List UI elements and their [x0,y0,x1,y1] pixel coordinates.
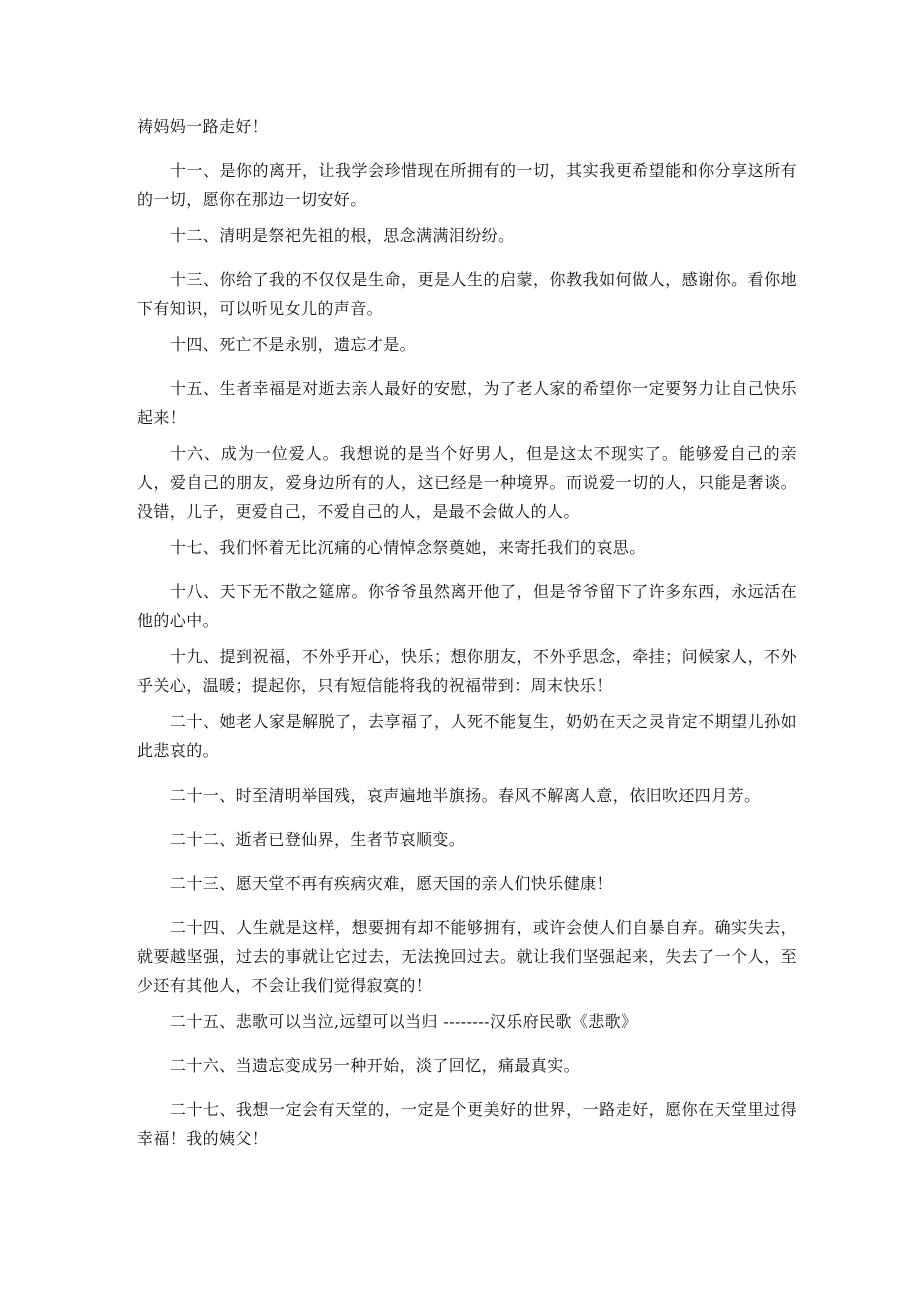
paragraph-24: 二十四、人生就是这样，想要拥有却不能够拥有，或许会使人们自暴自弃。确实失去，就要越坚强，过去的事就让它过去，无法挽回过去。就让我们坚强起来，失去了一个人，至少还有其他人，不会让我们觉得寂寞的！ [137,918,797,995]
paragraph-23: 二十三、愿天堂不再有疾病灾难，愿天国的亲人们快乐健康！ [170,874,613,893]
paragraph-18: 十八、天下无不散之筵席。你爷爷虽然离开他了，但是爷爷留下了许多东西，永远活在他的心中。 [137,582,797,630]
paragraph-20: 二十、她老人家是解脱了，去享福了，人死不能复生，奶奶在天之灵肯定不期望儿孙如此悲哀的。 [137,712,797,760]
paragraph-21: 二十一、时至清明举国残，哀声遍地半旗扬。春风不解离人意，依旧吹还四月芳。 [170,786,761,805]
paragraph-continuation: 祷妈妈一路走好！ [137,117,269,136]
paragraph-11: 十一、是你的离开，让我学会珍惜现在所拥有的一切，其实我更希望能和你分享这所有的一切，愿你在那边一切安好。 [137,161,797,209]
paragraph-27: 二十七、我想一定会有天堂的，一定是个更美好的世界，一路走好，愿你在天堂里过得幸福！我的姨父！ [137,1100,797,1148]
paragraph-15: 十五、生者幸福是对逝去亲人最好的安慰，为了老人家的希望你一定要努力让自己快乐起来！ [137,379,797,427]
paragraph-26: 二十六、当遗忘变成另一种开始，淡了回忆，痛最真实。 [170,1056,581,1075]
paragraph-25: 二十五、悲歌可以当泣,远望可以当归 --------汉乐府民歌《悲歌》 [170,1012,638,1031]
paragraph-19: 十九、提到祝福，不外乎开心，快乐；想你朋友，不外乎思念，牵挂；问候家人，不外乎关心，温暖；提起你，只有短信能将我的祝福带到：周末快乐！ [137,647,797,695]
paragraph-22: 二十二、逝者已登仙界，生者节哀顺变。 [170,830,466,849]
paragraph-16: 十六、成为一位爱人。我想说的是当个好男人，但是这太不现实了。能够爱自己的亲人，爱自己的朋友，爱身边所有的人，这已经是一种境界。而说爱一切的人，只能是奢谈。没错，儿子，更爱自己，不爱自己的人，是最不会做人的人。 [137,444,797,521]
paragraph-13: 十三、你给了我的不仅仅是生命，更是人生的启蒙，你教我如何做人，感谢你。看你地下有知识，可以听见女儿的声音。 [137,270,797,318]
paragraph-14: 十四、死亡不是永别，遗忘才是。 [170,335,417,354]
paragraph-12: 十二、清明是祭祀先祖的根，思念满满泪纷纷。 [170,226,515,245]
paragraph-17: 十七、我们怀着无比沉痛的心情悼念祭奠她，来寄托我们的哀思。 [170,538,646,557]
